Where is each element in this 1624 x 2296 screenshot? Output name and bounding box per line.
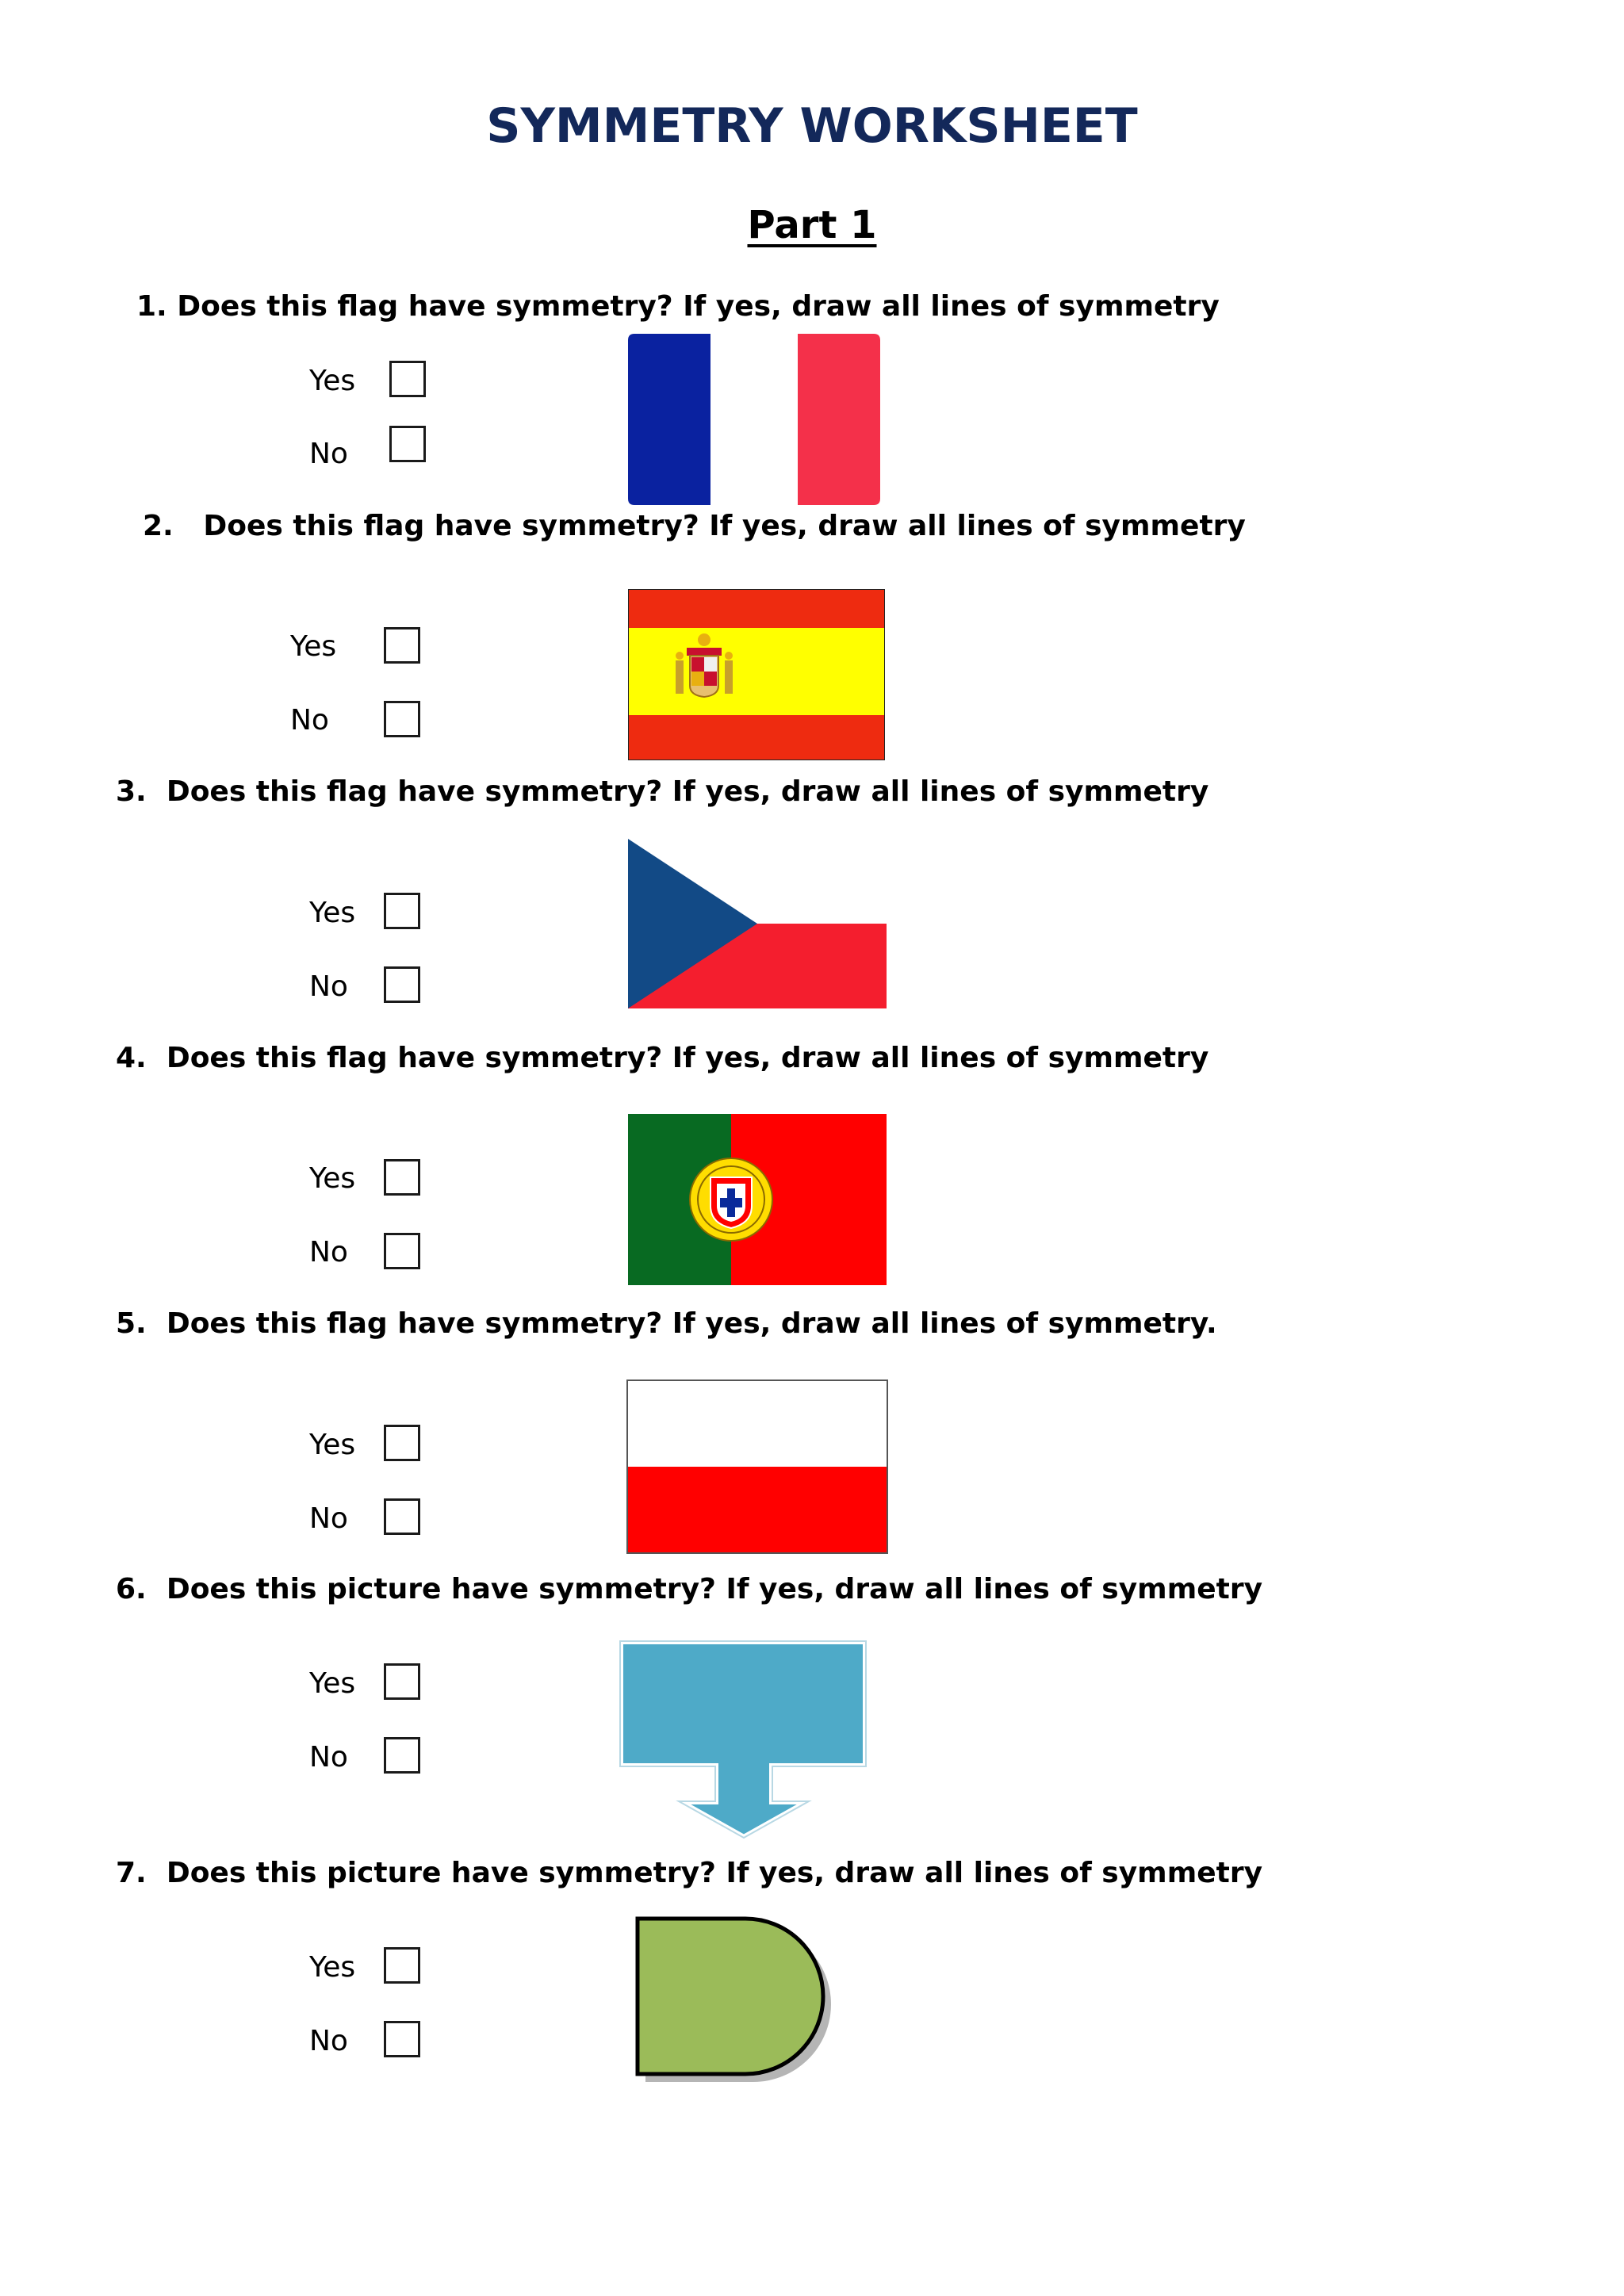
no-label: No bbox=[309, 1741, 348, 1774]
question-7 bbox=[116, 1857, 1262, 1889]
no-label: No bbox=[309, 2025, 348, 2057]
flag-portugal bbox=[628, 1114, 887, 1285]
no-checkbox[interactable] bbox=[384, 2021, 420, 2057]
yes-checkbox[interactable] bbox=[384, 1663, 420, 1700]
yes-label: Yes bbox=[309, 1951, 356, 1984]
worksheet-title: SYMMETRY WORKSHEET bbox=[486, 98, 1138, 154]
no-checkbox[interactable] bbox=[384, 1737, 420, 1774]
question-5 bbox=[116, 1307, 1217, 1340]
no-label: No bbox=[290, 704, 329, 737]
no-label: No bbox=[309, 1236, 348, 1269]
down-arrow-callout-shape bbox=[615, 1640, 872, 1843]
yes-label: Yes bbox=[290, 630, 337, 663]
question-number: 1. bbox=[136, 290, 167, 323]
no-checkbox[interactable] bbox=[389, 426, 426, 462]
question-number: 4. bbox=[116, 1042, 147, 1074]
flag-france bbox=[628, 334, 880, 505]
no-label: No bbox=[309, 1502, 348, 1535]
d-shape-delay bbox=[633, 1915, 871, 2087]
question-text: Does this flag have symmetry? If yes, draw all lines of symmetry bbox=[166, 1042, 1209, 1074]
no-label: No bbox=[309, 438, 348, 470]
question-text: Does this picture have symmetry? If yes, draw all lines of symmetry bbox=[166, 1857, 1263, 1889]
question-number: 5. bbox=[116, 1307, 147, 1340]
question-number: 7. bbox=[116, 1857, 147, 1889]
yes-label: Yes bbox=[309, 365, 356, 397]
question-4 bbox=[116, 1042, 1208, 1074]
no-checkbox[interactable] bbox=[384, 701, 420, 737]
yes-checkbox[interactable] bbox=[384, 893, 420, 929]
question-number: 2. bbox=[143, 510, 174, 542]
yes-checkbox[interactable] bbox=[384, 1425, 420, 1461]
question-1 bbox=[136, 290, 1220, 323]
question-number: 3. bbox=[116, 775, 147, 808]
no-label: No bbox=[309, 970, 348, 1003]
yes-label: Yes bbox=[309, 1162, 356, 1195]
flag-spain bbox=[628, 589, 885, 760]
question-3 bbox=[116, 775, 1208, 808]
yes-label: Yes bbox=[309, 1667, 356, 1700]
yes-label: Yes bbox=[309, 1429, 356, 1461]
question-text: Does this flag have symmetry? If yes, draw all lines of symmetry bbox=[203, 510, 1246, 542]
flag-poland bbox=[626, 1380, 888, 1554]
question-number: 6. bbox=[116, 1573, 147, 1605]
question-text: Does this flag have symmetry? If yes, draw all lines of symmetry. bbox=[166, 1307, 1217, 1340]
yes-checkbox[interactable] bbox=[389, 361, 426, 397]
question-text: Does this flag have symmetry? If yes, draw all lines of symmetry bbox=[166, 775, 1209, 808]
question-text: Does this picture have symmetry? If yes, draw all lines of symmetry bbox=[166, 1573, 1263, 1605]
question-text: Does this flag have symmetry? If yes, draw all lines of symmetry bbox=[177, 290, 1220, 323]
part-heading: Part 1 bbox=[747, 203, 877, 247]
question-6 bbox=[116, 1573, 1262, 1605]
yes-checkbox[interactable] bbox=[384, 1159, 420, 1196]
yes-checkbox[interactable] bbox=[384, 627, 420, 664]
no-checkbox[interactable] bbox=[384, 1233, 420, 1269]
yes-label: Yes bbox=[309, 897, 356, 929]
yes-checkbox[interactable] bbox=[384, 1947, 420, 1984]
no-checkbox[interactable] bbox=[384, 966, 420, 1003]
question-2 bbox=[143, 510, 1246, 542]
flag-czech-republic bbox=[628, 839, 887, 1008]
no-checkbox[interactable] bbox=[384, 1498, 420, 1535]
